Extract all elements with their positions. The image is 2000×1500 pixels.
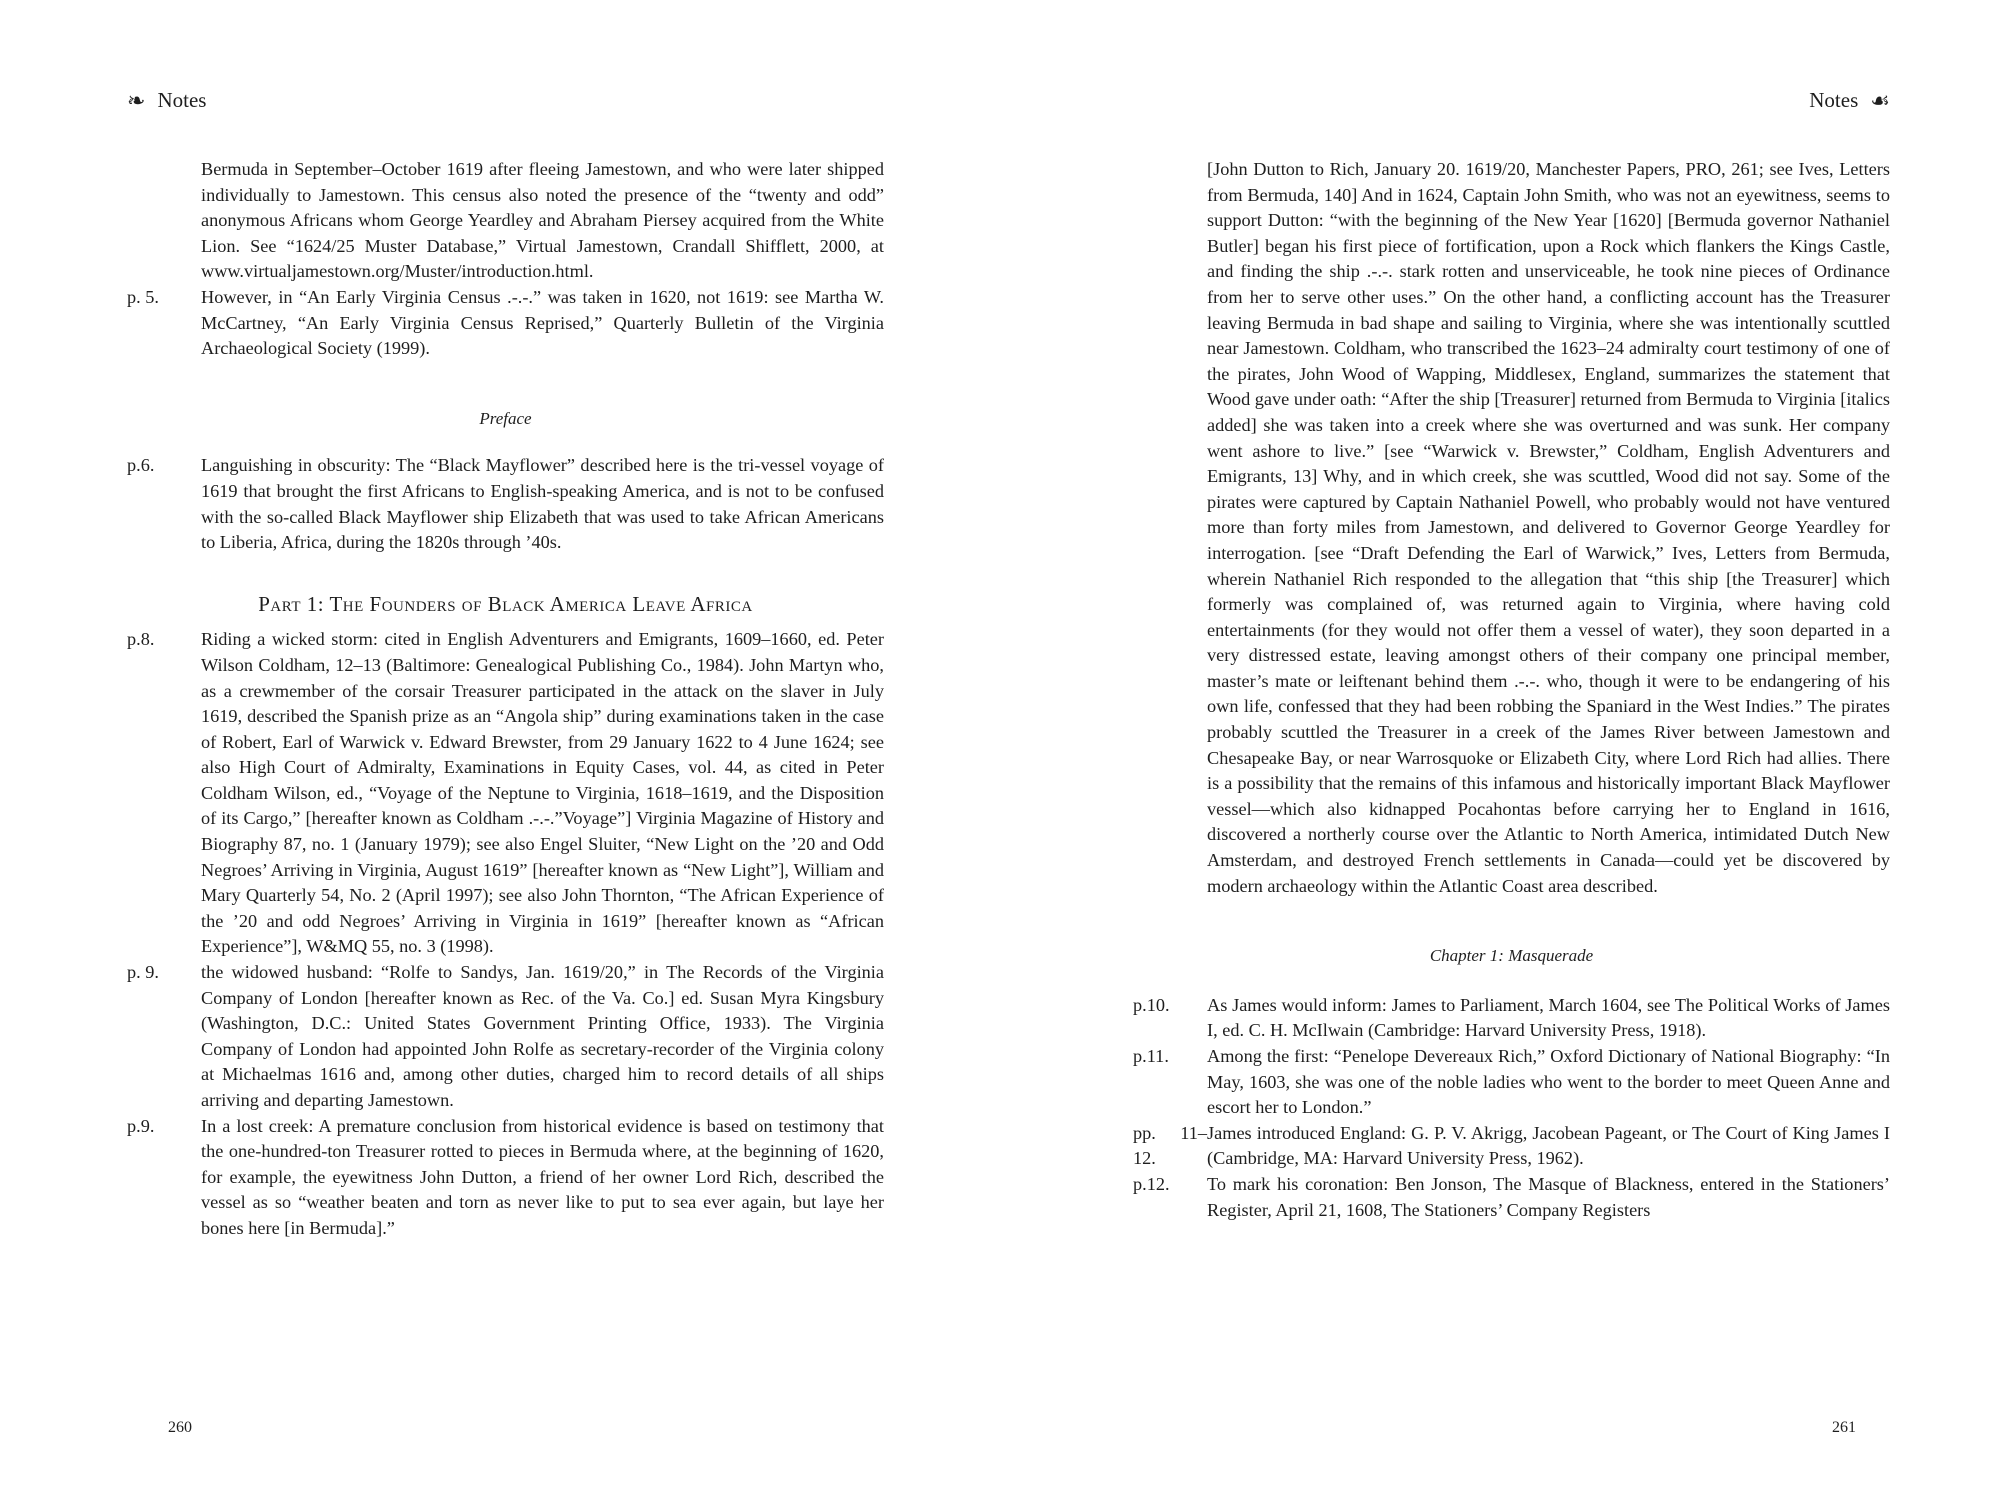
page-number: 260 xyxy=(168,1419,192,1436)
right-notes-text xyxy=(1133,157,1890,1223)
note-body: In a lost creek: A premature conclusion from historical evidence is based on testimony that the one-hundred-ton Treasurer rotted to pieces in Bermuda where, at the beginning of 1620, for example, the eyewitness John Dutton, a friend of her owner Lord Rich, described the vessel as so “weather beaten and torn as never like to put to sea ever again, but laye her bones here [in Bermuda].” xyxy=(201,1115,884,1238)
note-body: As James would inform: James to Parliament, March 1604, see The Political Works of James I, ed. C. H. McIlwain (Cambridge: Harvard University Press, 1918). xyxy=(1207,994,1890,1041)
note-p6 xyxy=(127,453,884,555)
note-ref: p.6. xyxy=(127,455,155,476)
note-body: To mark his coronation: Ben Jonson, The Masque of Blackness, entered in the Stationers’ Register, April 21, 1608, The Stationers’ Company Registers xyxy=(1207,1173,1890,1220)
note-pp11-12 xyxy=(1133,1121,1890,1172)
note-p9b xyxy=(127,1114,884,1242)
continued-note: Bermuda in September–October 1619 after fleeing Jamestown, and who were later shipped individually to Jamestown. This census also noted the presence of the “twenty and odd” anonymous Africans whom George Yeardley and Abraham Piersey acquired from the White Lion. See “1624/25 Muster Database,” Virtual Jamestown, Crandall Shifflett, 2000, at www.virtualjamestown.org/Muster/introduction.html. xyxy=(201,159,884,282)
left-running-head xyxy=(127,88,206,113)
note-p5 xyxy=(127,285,884,362)
fleuron-icon: ❧ xyxy=(127,87,146,113)
note-p8 xyxy=(127,627,884,960)
note-body: Riding a wicked storm: cited in English Adventurers and Emigrants, 1609–1660, ed. Peter Wilson Coldham, 12–13 (Baltimore: Genealogical Publishing Co., 1984). John Martyn who, as a crewmember of the corsair Treasurer participated in the attack on the slaver in July 1619, described the Spanish prize as an “Angola ship” during examinations taken in the case of Robert, Earl of Warwick v. Edward Brewster, from 29 January 1622 to 4 June 1624; see also High Court of Admiralty, Examinations in Equity Cases, vol. 44, as cited in Peter Coldham Wilson, ed., “Voyage of the Neptune to Virginia, 1618–1619, and the Disposition of its Cargo,” [hereafter known as Coldham .-.-.”Voyage”] Virginia Magazine of History and Biography 87, no. 1 (January 1979); see also Engel Sluiter, “New Light on the ’20 and Odd Negroes’ Arriving in Virginia, August 1619” [hereafter known as “New Light”], William and Mary Quarterly 54, No. 2 (April 1997); see also John Thornton, “The African Experience of the ’20 and odd Negroes’ Arriving in Virginia in 1619” [hereafter known as “African Experience”], W&MQ 55, no. 3 (1998). xyxy=(201,629,884,957)
note-ref: p.12. xyxy=(1133,1173,1170,1194)
running-head-text: Notes xyxy=(1809,88,1859,112)
left-notes-text xyxy=(127,157,884,1242)
note-ref: p.10. xyxy=(1133,994,1170,1015)
note-body: However, in “An Early Virginia Census .-.-.” was taken in 1620, not 1619: see Martha W. McCartney, “An Early Virginia Census Reprised,” Quarterly Bulletin of the Virginia Archaeological Society (1999). xyxy=(201,286,884,359)
running-head-text: Notes xyxy=(157,88,207,112)
note-ref: p.9. xyxy=(127,1115,155,1136)
note-body: Languishing in obscurity: The “Black Mayflower” described here is the tri-vessel voyage of 1619 that brought the first Africans to English-speaking America, and is not to be confused with the so-called Black Mayflower ship Elizabeth that was used to take African Americans to Liberia, Africa, during the 1820s through ’40s. xyxy=(201,455,884,553)
note-ref: p. 9. xyxy=(127,962,159,983)
continued-note: [John Dutton to Rich, January 20. 1619/20, Manchester Papers, PRO, 261; see Ives, Letters from Bermuda, 140] And in 1624, Captain John Smith, who was not an eyewitness, seems to support Dutton: “with the beginning of the New Year [1620] [Bermuda governor Nathaniel Butler] began his first piece of fortification, upon a Rock which flankers the Kings Castle, and finding the ship .-.-. stark rotten and unserviceable, he took nine pieces of Ordinance from her to serve other uses.” On the other hand, a conflicting account has the Treasurer leaving Bermuda in bad shape and sailing to Virginia, where she was intentionally scuttled near Jamestown. Coldham, who transcribed the 1623–24 admiralty court testimony of one of the pirates, John Wood of Wapping, Middlesex, England, summarizes the statement that Wood gave under oath: “After the ship [Treasurer] returned from Bermuda to Virginia [italics added] she was taken into a creek where she was overturned and was sunk. Her company went ashore to live.” [see “Warwick v. Brewster,” Coldham, English Adventurers and Emigrants, 13] Why, and in which creek, she was scuttled, Wood did not say. Some of the pirates were captured by Captain Nathaniel Powell, who probably would not have ventured more than forty miles from Jamestown, and delivered to Governor George Yeardley for interrogation. [see “Draft Defending the Earl of Warwick,” Ives, Letters from Bermuda, wherein Nathaniel Rich responded to the allegation that “this ship [the Treasurer] which formerly was complained of, was returned again to Virginia, where having cold entertainments (for they would not offer them a vessel of water), they soon departed in a very distressed estate, leaving amongst others of their company one principal member, master’s mate or leiftenant behind them .-.-. who, though it were to be endangering of his own life, confessed that they had been robbing the Spaniard in the West Indies.” The pirates probably scuttled the Treasurer in a creek of the James River between Jamestown and Chesapeake Bay, or near Warrosquoke or Elizabeth City, where Lord Rich had allies. There is a possibility that the remains of this infamous and historically important Black Mayflower vessel—which also kidnapped Pocahontas before carrying her to England in 1616, discovered a northerly course over the Atlantic to North America, intimidated Dutch New Amsterdam, and destroyed French settlements in Canada—could yet be discovered by modern archaeology within the Atlantic Coast area described. xyxy=(1207,159,1890,896)
note-ref: pp. 11–12. xyxy=(1133,1122,1207,1169)
preface-heading: Preface xyxy=(479,408,532,428)
chapter-heading: Chapter 1: Masquerade xyxy=(1429,946,1594,966)
note-p9a xyxy=(127,960,884,1114)
note-ref: p.11. xyxy=(1133,1046,1169,1066)
note-body: James introduced England: G. P. V. Akrigg, Jacobean Pageant, or The Court of King James I (Cambridge, MA: Harvard University Press, 1962). xyxy=(1207,1122,1890,1169)
note-p12 xyxy=(1133,1172,1890,1223)
right-page xyxy=(1000,0,2000,1500)
note-p11 xyxy=(1133,1044,1890,1121)
note-body: Among the first: “Penelope Devereaux Rich,” Oxford Dictionary of National Biography: “In May, 1603, she was one of the noble ladies who went to the border to meet Queen Anne and escort her to London.” xyxy=(1207,1046,1890,1118)
page-number: 261 xyxy=(1832,1419,1856,1436)
note-ref: p. 5. xyxy=(127,286,159,307)
fleuron-icon: ☙ xyxy=(1870,87,1890,113)
note-ref: p.8. xyxy=(127,629,155,650)
note-p10 xyxy=(1133,993,1890,1044)
part-heading: Part 1: The Founders of Black America Leave Africa xyxy=(258,591,753,616)
right-running-head xyxy=(1809,88,1890,113)
note-body: the widowed husband: “Rolfe to Sandys, Jan. 1619/20,” in The Records of the Virginia Company of London [hereafter known as Rec. of the Va. Co.] ed. Susan Myra Kingsbury (Washington, D.C.: United States Government Printing Office, 1933). The Virginia Company of London had appointed John Rolfe as secretary-recorder of the Virginia colony at Michaelmas 1616 and, among other duties, charged him to record details of all ships arriving and departing Jamestown. xyxy=(201,962,884,1110)
